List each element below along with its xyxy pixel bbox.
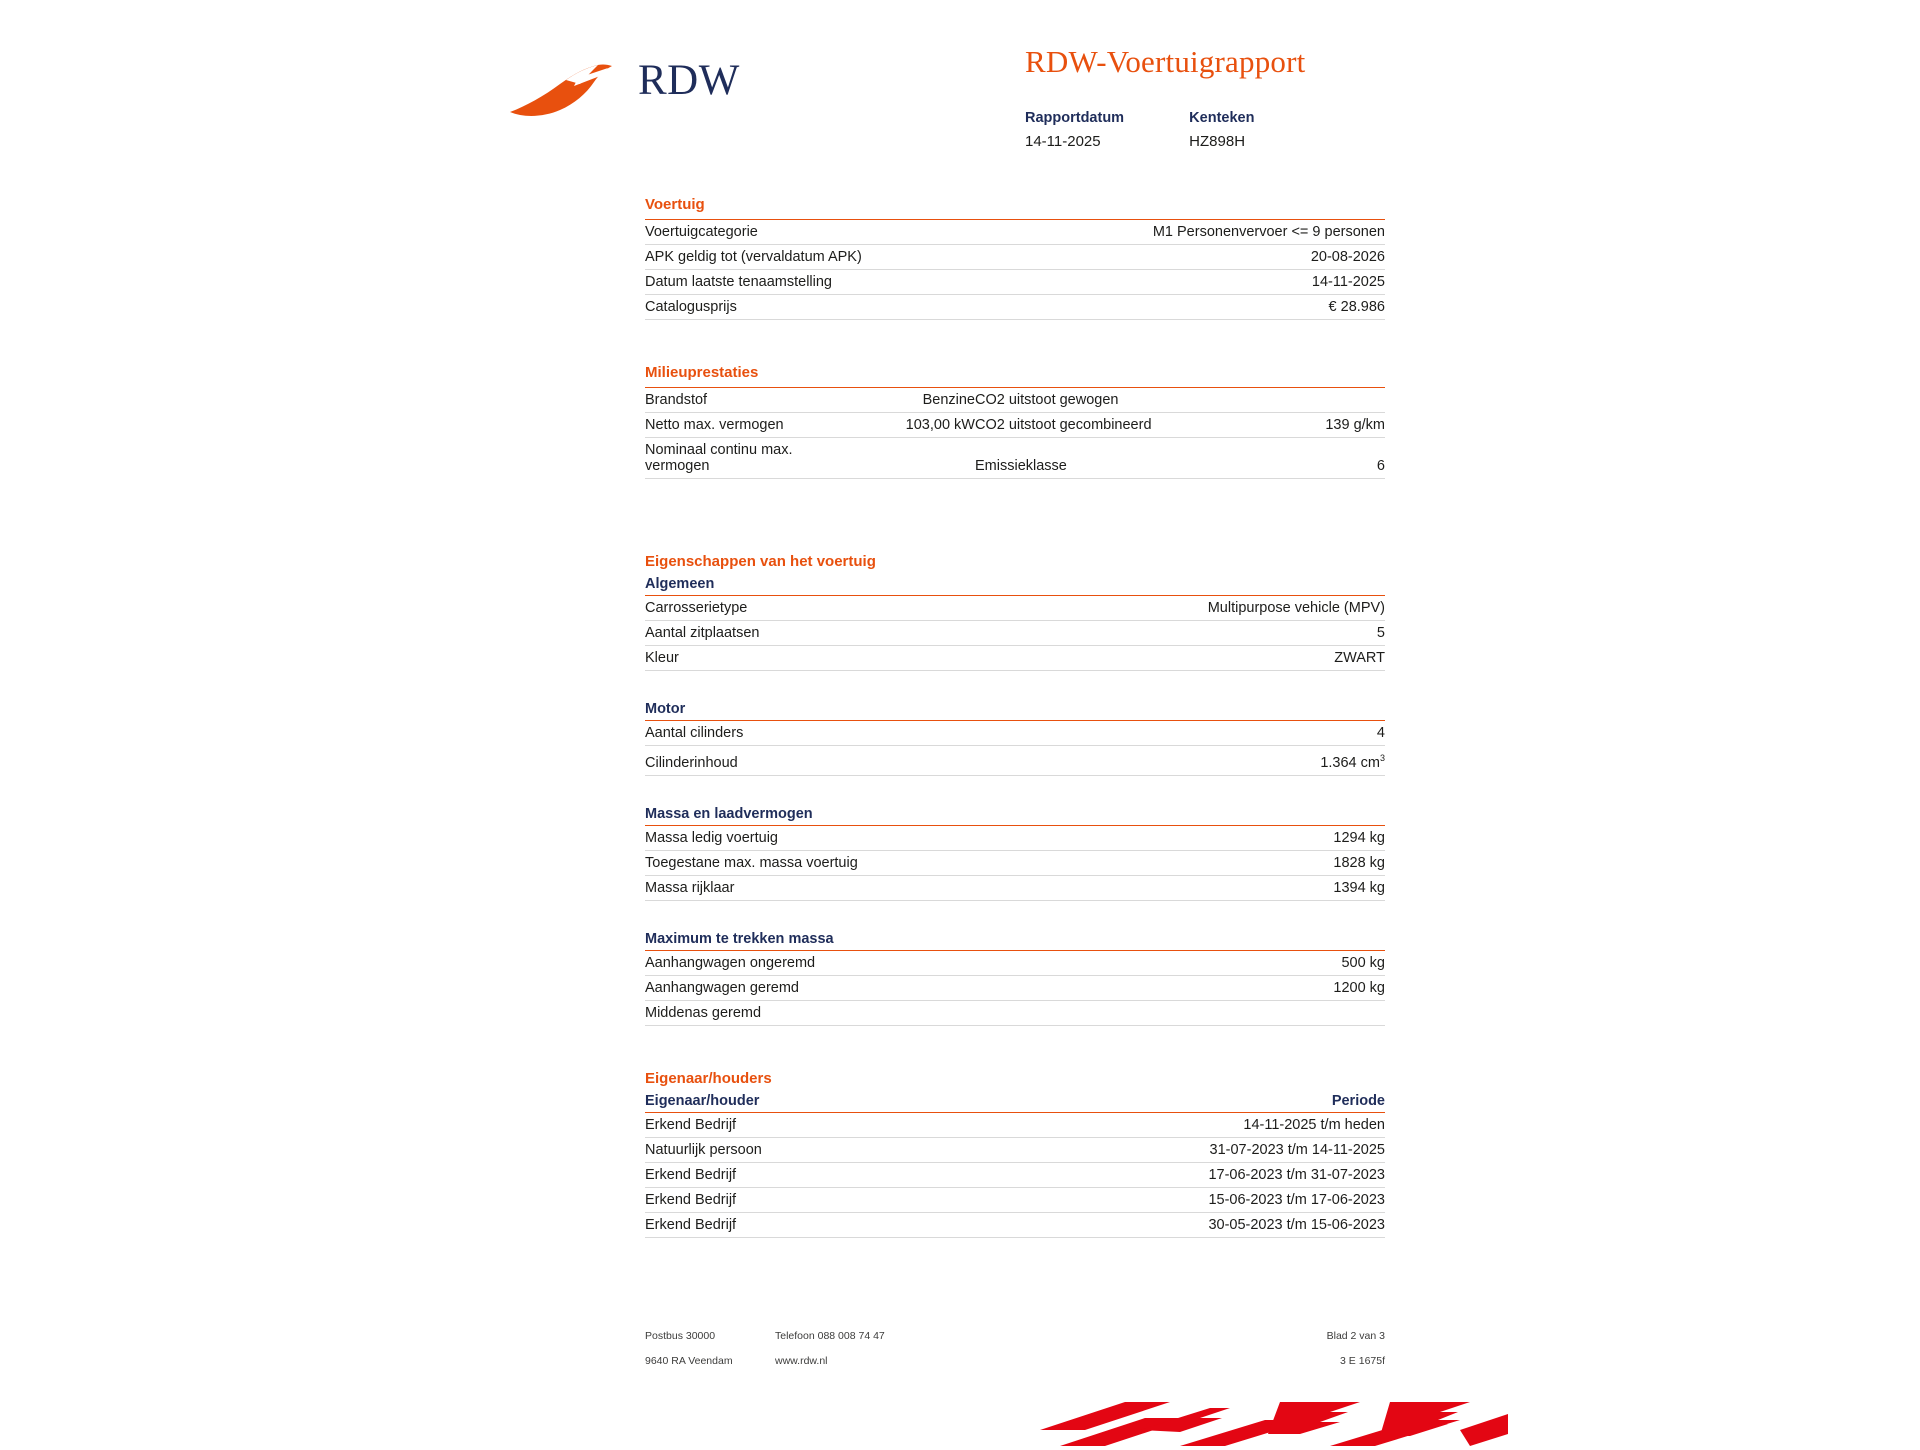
row-label: Aantal cilinders [645,721,1091,746]
footer-row [645,1330,1385,1342]
row-value [1213,1000,1385,1025]
table-row [645,388,1385,413]
table-row [645,245,1385,270]
table-row [645,825,1385,850]
footer-page-number: Blad 2 van 3 [1326,1330,1385,1342]
section-title-milieuprestaties: Milieuprestaties [645,364,759,381]
row-label: Catalogusprijs [645,295,1002,320]
report-date-value: 14-11-2025 [1025,133,1101,150]
subsection-title-massa: Massa en laadvermogen [645,805,813,822]
row-cell-3: CO2 uitstoot gewogen [975,388,1220,413]
owner-name: Erkend Bedrijf [645,1112,940,1137]
column-header-period: Periode [940,1093,1385,1113]
plate-block [1189,110,1254,150]
section-title-voertuig: Voertuig [645,196,705,213]
table-row [645,1187,1385,1212]
owner-period: 17-06-2023 t/m 31-07-2023 [940,1162,1385,1187]
footer-row [645,1355,1385,1367]
footer-website: www.rdw.nl [775,1355,828,1367]
row-value: 14-11-2025 [1002,270,1385,295]
row-value: 1200 kg [1213,975,1385,1000]
footer-phone: Telefoon 088 008 74 47 [775,1330,885,1342]
table-row [645,875,1385,900]
table-header-row [645,1093,1385,1113]
environment-table [645,387,1385,479]
table-row [645,596,1385,621]
row-value-with-sup [1091,746,1385,776]
row-value: 1.364 cm [1320,754,1380,771]
document-header [0,0,1920,170]
report-date-label: Rapportdatum [1025,110,1125,126]
row-label: Voertuigcategorie [645,220,1002,245]
subsection-title-algemeen: Algemeen [645,576,715,592]
rdw-logo-icon [508,60,618,120]
row-label: Cilinderinhoud [645,746,1091,776]
subsection-title-trekken: Maximum te trekken massa [645,930,834,947]
row-cell-1: Nominaal continu max. vermogen [645,438,860,479]
subsection-title-motor: Motor [645,701,686,717]
owner-name: Natuurlijk persoon [645,1137,940,1162]
motor-table [645,720,1385,776]
report-date-block [1025,110,1185,150]
row-label: Massa rijklaar [645,875,1241,900]
spacer [645,1026,1385,1070]
table-row [645,950,1385,975]
trekken-table [645,950,1385,1026]
table-row [645,220,1385,245]
table-row [645,850,1385,875]
table-row [645,721,1385,746]
owners-table [645,1093,1385,1238]
owner-name: Erkend Bedrijf [645,1187,940,1212]
plate-value: HZ898H [1189,133,1246,150]
spacer [645,523,1385,553]
row-value: ZWART [935,646,1385,671]
spacer [645,671,1385,701]
section-eigenschappen [645,553,1385,1026]
table-row [645,413,1385,438]
rdw-logo [508,30,768,120]
row-label: Aanhangwagen ongeremd [645,950,1213,975]
table-row [645,1112,1385,1137]
row-label: Aantal zitplaatsen [645,621,935,646]
spacer [645,776,1385,806]
table-row [645,1000,1385,1025]
document-title: RDW-Voertuigrapport [1025,44,1306,79]
algemeen-table [645,595,1385,671]
table-row [645,1212,1385,1237]
row-cell-3: Emissieklasse [975,438,1220,479]
row-value: 1828 kg [1241,850,1385,875]
column-header-owner: Eigenaar/houder [645,1093,940,1113]
row-value: 500 kg [1213,950,1385,975]
section-title-eigenschappen: Eigenschappen van het voertuig [645,553,876,570]
spacer [645,479,1385,523]
table-row [645,975,1385,1000]
owner-period: 31-07-2023 t/m 14-11-2025 [940,1137,1385,1162]
row-cell-2: Benzine [860,388,975,413]
footer-form-code: 3 E 1675f [1340,1355,1385,1367]
table-row [645,295,1385,320]
footer-decoration-graphic [1030,1390,1510,1450]
section-voertuig [645,196,1385,320]
table-row [645,646,1385,671]
document-content [645,196,1385,1238]
table-row [645,438,1385,479]
row-cell-4: 6 [1220,438,1385,479]
row-cell-4 [1220,388,1385,413]
row-cell-4: 139 g/km [1220,413,1385,438]
row-label: Middenas geremd [645,1000,1213,1025]
document-footer [645,1330,1385,1380]
row-label: APK geldig tot (vervaldatum APK) [645,245,1002,270]
row-label: Datum laatste tenaamstelling [645,270,1002,295]
massa-table [645,825,1385,901]
owner-period: 15-06-2023 t/m 17-06-2023 [940,1187,1385,1212]
spacer [645,901,1385,931]
section-eigenaar-houders [645,1070,1385,1238]
row-label: Massa ledig voertuig [645,825,1241,850]
row-label: Kleur [645,646,935,671]
table-row [645,621,1385,646]
footer-address-line2: 9640 RA Veendam [645,1355,733,1367]
row-value: M1 Personenvervoer <= 9 personen [1002,220,1385,245]
row-value: 1394 kg [1241,875,1385,900]
row-value: 1294 kg [1241,825,1385,850]
footer-address-line1: Postbus 30000 [645,1330,716,1342]
owner-name: Erkend Bedrijf [645,1162,940,1187]
report-meta [1025,110,1525,150]
owner-name: Erkend Bedrijf [645,1212,940,1237]
table-row [645,1137,1385,1162]
section-title-eigenaar-houders: Eigenaar/houders [645,1069,772,1087]
row-value: 20-08-2026 [1002,245,1385,270]
row-label: Carrosserietype [645,596,935,621]
owner-period: 30-05-2023 t/m 15-06-2023 [940,1212,1385,1237]
table-row [645,1162,1385,1187]
row-label: Aanhangwagen geremd [645,975,1213,1000]
row-cell-3: CO2 uitstoot gecombineerd [975,413,1220,438]
row-value-superscript: 3 [1379,753,1385,763]
row-cell-1: Netto max. vermogen [645,413,860,438]
row-cell-2: 103,00 kW [860,413,975,438]
table-row [645,746,1385,776]
row-value: € 28.986 [1002,295,1385,320]
table-row [645,270,1385,295]
vehicle-table [645,219,1385,320]
row-cell-2 [860,438,975,479]
spacer [645,320,1385,364]
row-label: Toegestane max. massa voertuig [645,850,1241,875]
row-value: 5 [935,621,1385,646]
section-milieuprestaties [645,364,1385,479]
plate-label: Kenteken [1189,110,1255,126]
rdw-logo-text: RDW [638,57,740,104]
row-value: Multipurpose vehicle (MPV) [935,596,1385,621]
row-value: 4 [1091,721,1385,746]
owner-period: 14-11-2025 t/m heden [940,1112,1385,1137]
row-cell-1: Brandstof [645,388,860,413]
